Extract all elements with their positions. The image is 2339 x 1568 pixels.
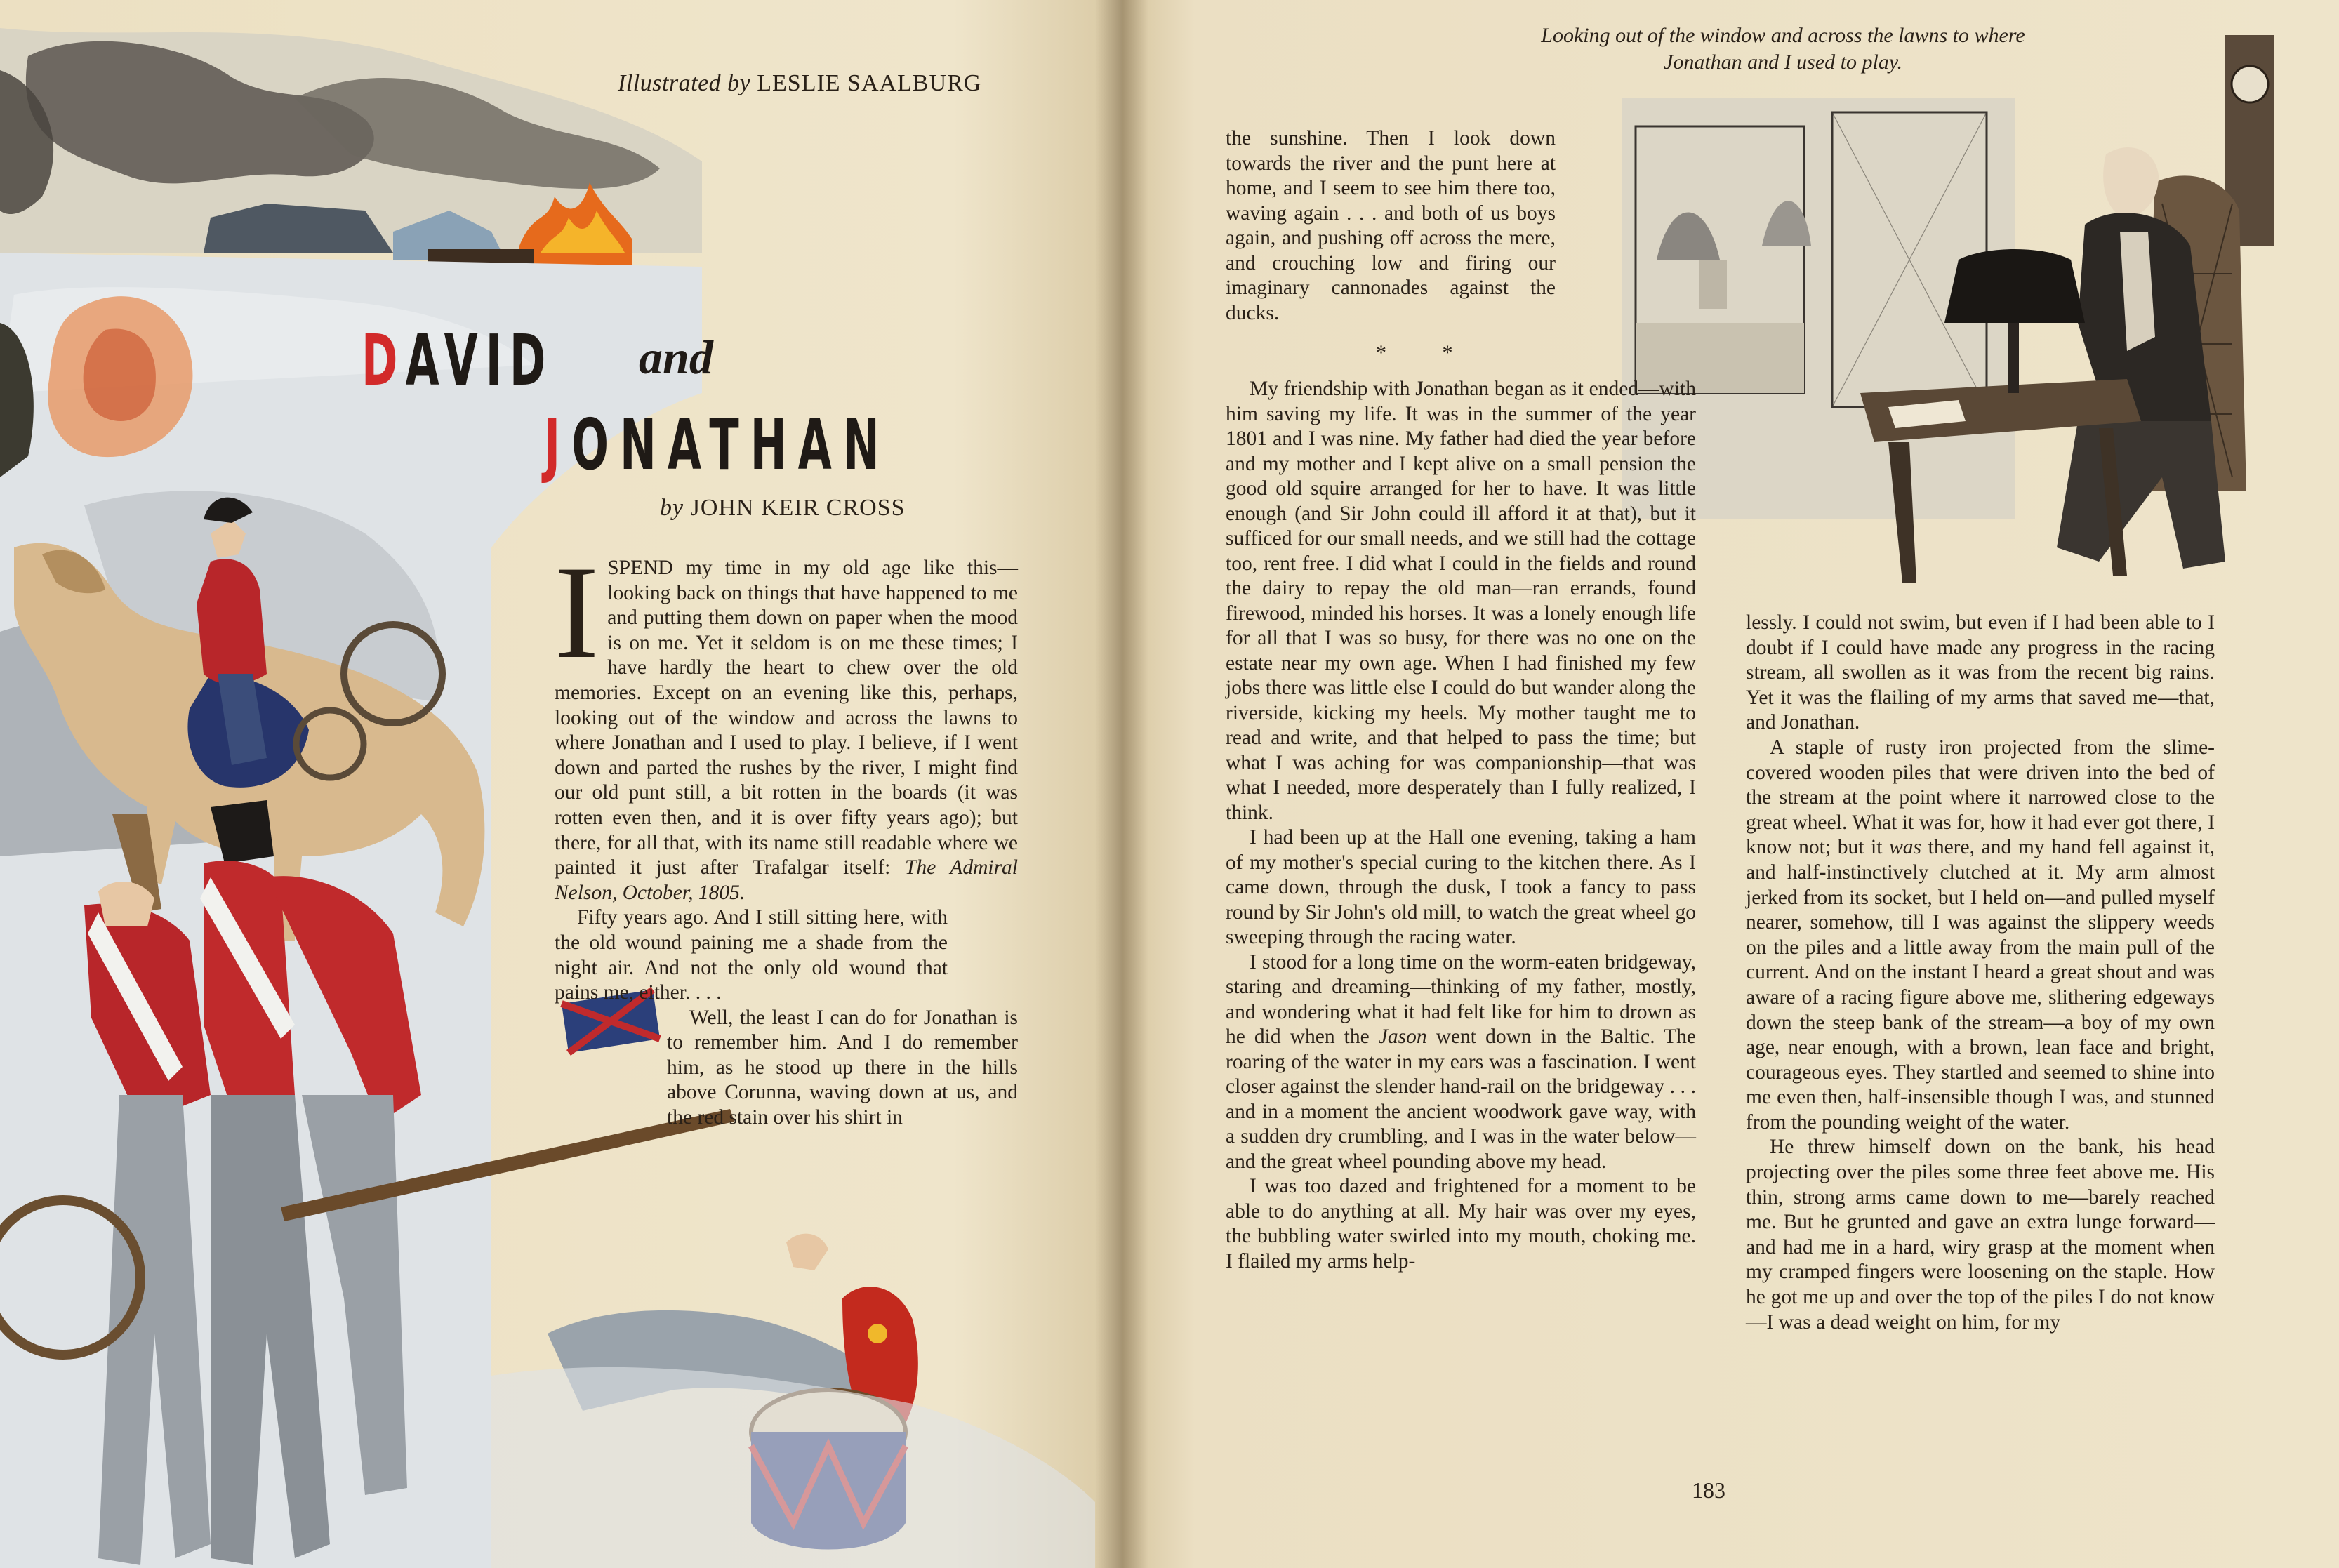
paragraph: I had been up at the Hall one evening, taking a ham of my mother's special curing to the kitchen there. As I came down, through the dusk, I took a fancy to pass round by Sir John's old mill, to watch the great wheel go sweeping through the racing water. (1226, 826, 1696, 948)
title-initial-j: J (544, 404, 572, 486)
paragraph: lessly. I could not swim, but even if I had been able to I doubt if I could have made any progress in the racing stream, all swollen as it was from the recent big rains. Yet it was the flailing of my arms that saved me—that, and Jonathan. (1746, 611, 2215, 734)
paragraph: Fifty years ago. And I still sitting here, with the old wound paining me a shade from the night air. And not the only old wound that pains me, either. . . . (555, 906, 948, 1004)
right-column-b (1746, 611, 2215, 1335)
binding-gutter (1095, 0, 1148, 1568)
paragraph-text: SPEND my time in my old age like this—looking back on things that have happened to me and putting them down on paper when the mood is on me. Yet it seldom is on me these times; I have hardly the heart to chew over the old memories. Except on an evening like this, perhaps, looking out of the window and across the lawns to where Jonathan and I used to play. I believe, if I went down and parted the rushes by the river, I might find our old punt still, a bit rotten in the boards (it was rotten even then, and it is over fifty years ago); but there, for all that, with its name still readable where we painted it just after Trafalgar itself: (555, 557, 1018, 879)
page-number: 183 (1692, 1477, 1725, 1503)
drop-cap: I (555, 539, 599, 686)
title-word-onathan: ONATHAN (571, 404, 891, 486)
paragraph-text: there, and my hand fell against it, and half-instinctively clutched at it. My arm almost jerked from its socket, but I held on—and pulled myself nearer, somehow, till I was against the slippery weeds on the piles and a little away from the main pull of the current. And on the instant I heard a great shout and was aware of a racing figure above me, slithering edgeways down the steep bank of the stream—a boy of my own age, near enough, with a brown, lean face and bright, courageous eyes. They startled and seemed to shine into me even then, half-insensible though I was, and stunned from the pounding weight of the water. (1746, 836, 2215, 1134)
paragraph: I was too dazed and frightened for a moment to be able to do anything at all. My hair was over my eyes, the bubbling water swirled into my mouth, choking me. I flailed my arms help- (1226, 1175, 1696, 1273)
right-column-a (1226, 377, 1696, 1274)
title-word-avid: AVID (405, 319, 554, 401)
title-line-2 (544, 404, 891, 486)
title-initial-d: D (362, 319, 406, 401)
paragraph-text: went down in the Baltic. The roaring of the water in my ears was a fascination. I went closer against the slender hand-rail on the bridgeway . . . and in a moment the ancient woodwork gave way, with a sudden dry crumbling, and I was in the water below—and the great wheel pounding above my head. (1226, 1025, 1697, 1173)
title-and: and (639, 331, 713, 384)
paragraph (555, 539, 1018, 905)
credit-prefix: Illustrated by (618, 70, 751, 96)
paragraph (1226, 950, 1696, 1175)
title-line-1 (362, 319, 554, 401)
punt-name: The Admiral Nelson, October, 1805. (555, 856, 1018, 904)
paragraph-text: I stood for a long time on the worm-eaten bridgeway, staring and dreaming—thinking of my father, mostly, and wondering what it had felt like for him to drown as he did when the (1226, 950, 1696, 1048)
emphasis: was (1889, 836, 1921, 859)
left-page (0, 0, 1122, 1568)
illustrator-name: LESLIE SAALBURG (757, 70, 982, 96)
paragraph-text: A staple of rusty iron projected from the slime-covered wooden piles that were driven into the bed of the stream at the point where it narrowed close to the great wheel. What it was for, how it had ever got there, I know not; but it (1746, 736, 2215, 859)
ship-name: Jason (1378, 1025, 1427, 1048)
paragraph: My friendship with Jonathan began as it ended—with him saving my life. It was in the summer of the year 1801 and I was nine. My father had died the year before and my mother and I kept alive on a small pension the good old squire arranged for her to have. It was little enough (and Sir John could ill afford it at that), but it sufficed for our small needs, and we still had the cottage too, rent free. I did what I could in the fields and round the dairy to repay the old man—ran errands, found firewood, minded his horses. It was a lonely enough life for all that I was so busy, for there was no one on the estate near my own age. When I had finished my few jobs there was little else I could do but wander along the riverside, kicking my heels. My mother taught me to read and write, and that helped to pass the time; but what I was aching for was companionship—that was what I needed, more desperately than I fully realized, I think. (1226, 378, 1696, 824)
illustrator-credit (618, 70, 981, 97)
author-name: JOHN KEIR CROSS (690, 495, 906, 521)
section-break: * * (1376, 341, 1478, 364)
paragraph: Well, the least I can do for Jonathan is to remember him. And I do remember him, as he stood up there in the hills above Corunna, waving down at us, and the red stain over his shirt in (667, 1006, 1018, 1129)
author-byline (660, 495, 906, 521)
illustration-caption: Looking out of the window and across the lawns to where Jonathan and I used to play. (1541, 24, 2025, 74)
paragraph: the sunshine. Then I look down towards the river and the punt here at home, and I seem to see him there too, waving again . . . and both of us boys again, and pushing off across the mere, and crouching low and firing our imaginary cannonades against the ducks. (1226, 127, 1556, 324)
paragraph (1746, 736, 2215, 1136)
study-illustration (1593, 28, 2310, 590)
right-page (1122, 0, 2339, 1568)
left-story-column (555, 539, 1018, 1131)
right-column-a-top (1226, 126, 1556, 326)
paragraph: He threw himself down on the bank, his head projecting over the piles some three feet above me. His thin, strong arms came down to me—barely reached me. But he grunted and gave an extra lunge forward—and had me in a hard, wiry grasp at the moment when my cramped fingers were loosening on the staple. How he got me up and over the top of the piles I do not know—I was a dead weight on him, for my (1746, 1136, 2215, 1334)
byline-prefix: by (660, 495, 684, 521)
